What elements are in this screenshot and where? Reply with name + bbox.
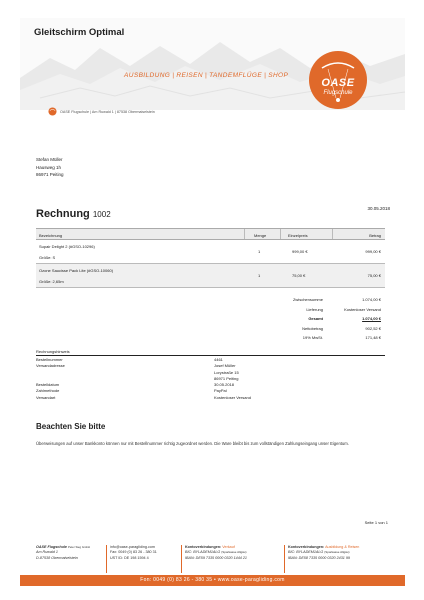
- nav-reisen[interactable]: REISEN: [176, 72, 203, 79]
- footer-contact-bar: Fon: 0049 (0) 83 26 - 380 35 • www.oase-paragliding.com: [20, 575, 405, 586]
- oase-logo: [308, 50, 368, 110]
- item-size: Größe: 2,65m: [39, 279, 64, 284]
- sender-logo-icon: [48, 107, 57, 116]
- invoice-date: 30.05.2018: [367, 206, 390, 211]
- info-label: Versandadresse: [36, 363, 65, 369]
- footer-contact: [106, 545, 178, 573]
- item-description: Supair Delight 2 (#GSO-10296): [39, 244, 95, 249]
- notice-title: Beachten Sie bitte: [36, 422, 106, 431]
- footer-email[interactable]: info@oase-paragliding.com: [110, 545, 155, 549]
- logo-text: OASE: [321, 77, 355, 89]
- invoice-title: Rechnung: [36, 208, 90, 220]
- footer-company-name: OASE Flugschule: [36, 545, 67, 549]
- item-quantity: 1: [258, 273, 261, 278]
- item-quantity: 1: [258, 249, 261, 254]
- header-description: Bezeichnung: [39, 233, 63, 238]
- footer-bic: BIC: BYLADEM1ALG: [185, 550, 221, 555]
- shipping-row: [220, 305, 385, 315]
- nav-separator: |: [172, 72, 175, 79]
- total-label: Gesamt: [308, 316, 323, 322]
- column-divider: [280, 229, 281, 239]
- info-row: [36, 395, 385, 401]
- footer-bank-name: (Sparkasse Allgäu): [221, 550, 247, 555]
- header-nav: [124, 72, 288, 79]
- info-value: 4461: [214, 357, 223, 362]
- subtotal-label: Zwischensumme: [292, 297, 323, 302]
- vat-value: 171,48 €: [365, 335, 381, 341]
- info-label: Zahlmethode: [36, 388, 60, 394]
- net-value: 902,52 €: [365, 325, 381, 331]
- net-label: Nettobetrag: [302, 325, 323, 331]
- header-unit-price: Einzelpreis: [288, 233, 308, 238]
- footer-iban: IBAN: DE58 7335 0000 0320 2431 99: [288, 555, 350, 560]
- total-row: [220, 314, 385, 324]
- info-value: 86971 Peiting: [214, 375, 239, 381]
- page-number: Seite 1 von 1: [364, 520, 388, 525]
- subtotal-row: [220, 295, 385, 305]
- items-table: [36, 228, 385, 288]
- order-info: [36, 357, 385, 401]
- footer-bank-tag: Verkauf: [222, 545, 235, 549]
- footer-bank-tag: Ausbildung & Reisen: [325, 545, 360, 549]
- table-header: [36, 228, 385, 240]
- footer-bic: BIC: BYLADEM1ALG: [288, 550, 324, 555]
- info-value: PayPal: [214, 388, 227, 394]
- total-value: 1.074,00 €: [362, 316, 381, 322]
- totals-block: [220, 295, 385, 343]
- recipient-city: 86971 Peiting: [36, 172, 64, 178]
- nav-tandemfluege[interactable]: TANDEMFLÜGE: [209, 72, 263, 79]
- nav-separator: |: [264, 72, 267, 79]
- item-size: Größe: S: [39, 255, 56, 260]
- info-value: Josef Müller: [214, 363, 236, 369]
- footer-bank-sales: [181, 545, 281, 573]
- invoice-note-title: Rechnungshinweis: [36, 349, 70, 354]
- shipping-label: Lieferung: [306, 306, 323, 312]
- footer-city: D-87538 Obermaiselstein: [36, 555, 78, 560]
- info-label: Bestellnummer: [36, 357, 63, 362]
- nav-separator: |: [204, 72, 208, 79]
- info-label: Versandart: [36, 394, 56, 400]
- site-title: Gleitschirm Optimal: [34, 27, 125, 38]
- footer: [36, 545, 385, 575]
- letterhead: [20, 18, 405, 110]
- net-row: [220, 324, 385, 334]
- shipping-value: Kostenloser Versand: [344, 306, 381, 312]
- recipient-street: Hausweg 1h: [36, 164, 62, 170]
- footer-street: Am Ruwald 1: [36, 550, 58, 555]
- recipient-name: Stefan Müller: [36, 157, 63, 162]
- footer-bank-name: (Sparkasse Allgäu): [324, 550, 350, 555]
- subtotal-value: 1.074,00 €: [362, 297, 381, 302]
- header-amount: Betrag: [369, 233, 381, 238]
- divider: [36, 355, 385, 356]
- logo-subtitle: Flugschule: [323, 90, 353, 96]
- invoice-heading: [36, 208, 111, 220]
- recipient-address: [36, 156, 64, 179]
- footer-owner: Peter Sieg GmbH: [67, 545, 90, 549]
- item-amount: 999,00 €: [365, 249, 381, 254]
- notice-text: Überweisungen auf unser Bankkonto können nur mit Bestellnummer richtig zugeordnet werden. Die Ware bleibt bis zum vollständigen Zahlungseingang unser Eigentum.: [36, 441, 349, 446]
- column-divider: [244, 229, 245, 239]
- nav-shop[interactable]: SHOP: [268, 72, 289, 79]
- table-row: [36, 264, 385, 288]
- item-unit-price: 999,00 €: [292, 249, 308, 254]
- footer-company: [36, 545, 106, 573]
- item-unit-price: 75,00 €: [292, 273, 306, 278]
- footer-iban: IBAN: DE59 7335 0000 0320 1444 21: [185, 555, 247, 560]
- footer-vat-id: UST ID: DE 198 1594 4: [110, 555, 149, 560]
- header-quantity: Menge: [254, 233, 267, 238]
- vat-row: [220, 333, 385, 343]
- nav-ausbildung[interactable]: AUSBILDUNG: [124, 72, 171, 79]
- info-value: Kostenloser Versand: [214, 394, 251, 400]
- invoice-number: 1002: [92, 210, 111, 219]
- table-row: [36, 240, 385, 264]
- footer-bank-training: [284, 545, 385, 573]
- info-label: Bestelldatum: [36, 382, 60, 388]
- info-value: Lorystraße 15: [214, 369, 239, 375]
- vat-label: 19% MwSt.: [302, 335, 323, 341]
- item-description: Ozone Saucisse Pack Lite (#GSO-10060): [39, 268, 114, 273]
- info-value: 30.05.2018: [214, 382, 235, 388]
- sender-address-line: OASE Flugschule | Am Ruwald 1 | 87538 Obermaiselstein: [60, 110, 155, 114]
- item-amount: 75,00 €: [367, 273, 381, 278]
- footer-fax: Fax: 0049 (0) 83 26 - 380 31: [110, 550, 157, 555]
- footer-bank-title: Kontoverbindungen:: [288, 545, 325, 549]
- column-divider: [332, 229, 333, 239]
- footer-bank-title: Kontoverbindungen:: [185, 545, 222, 549]
